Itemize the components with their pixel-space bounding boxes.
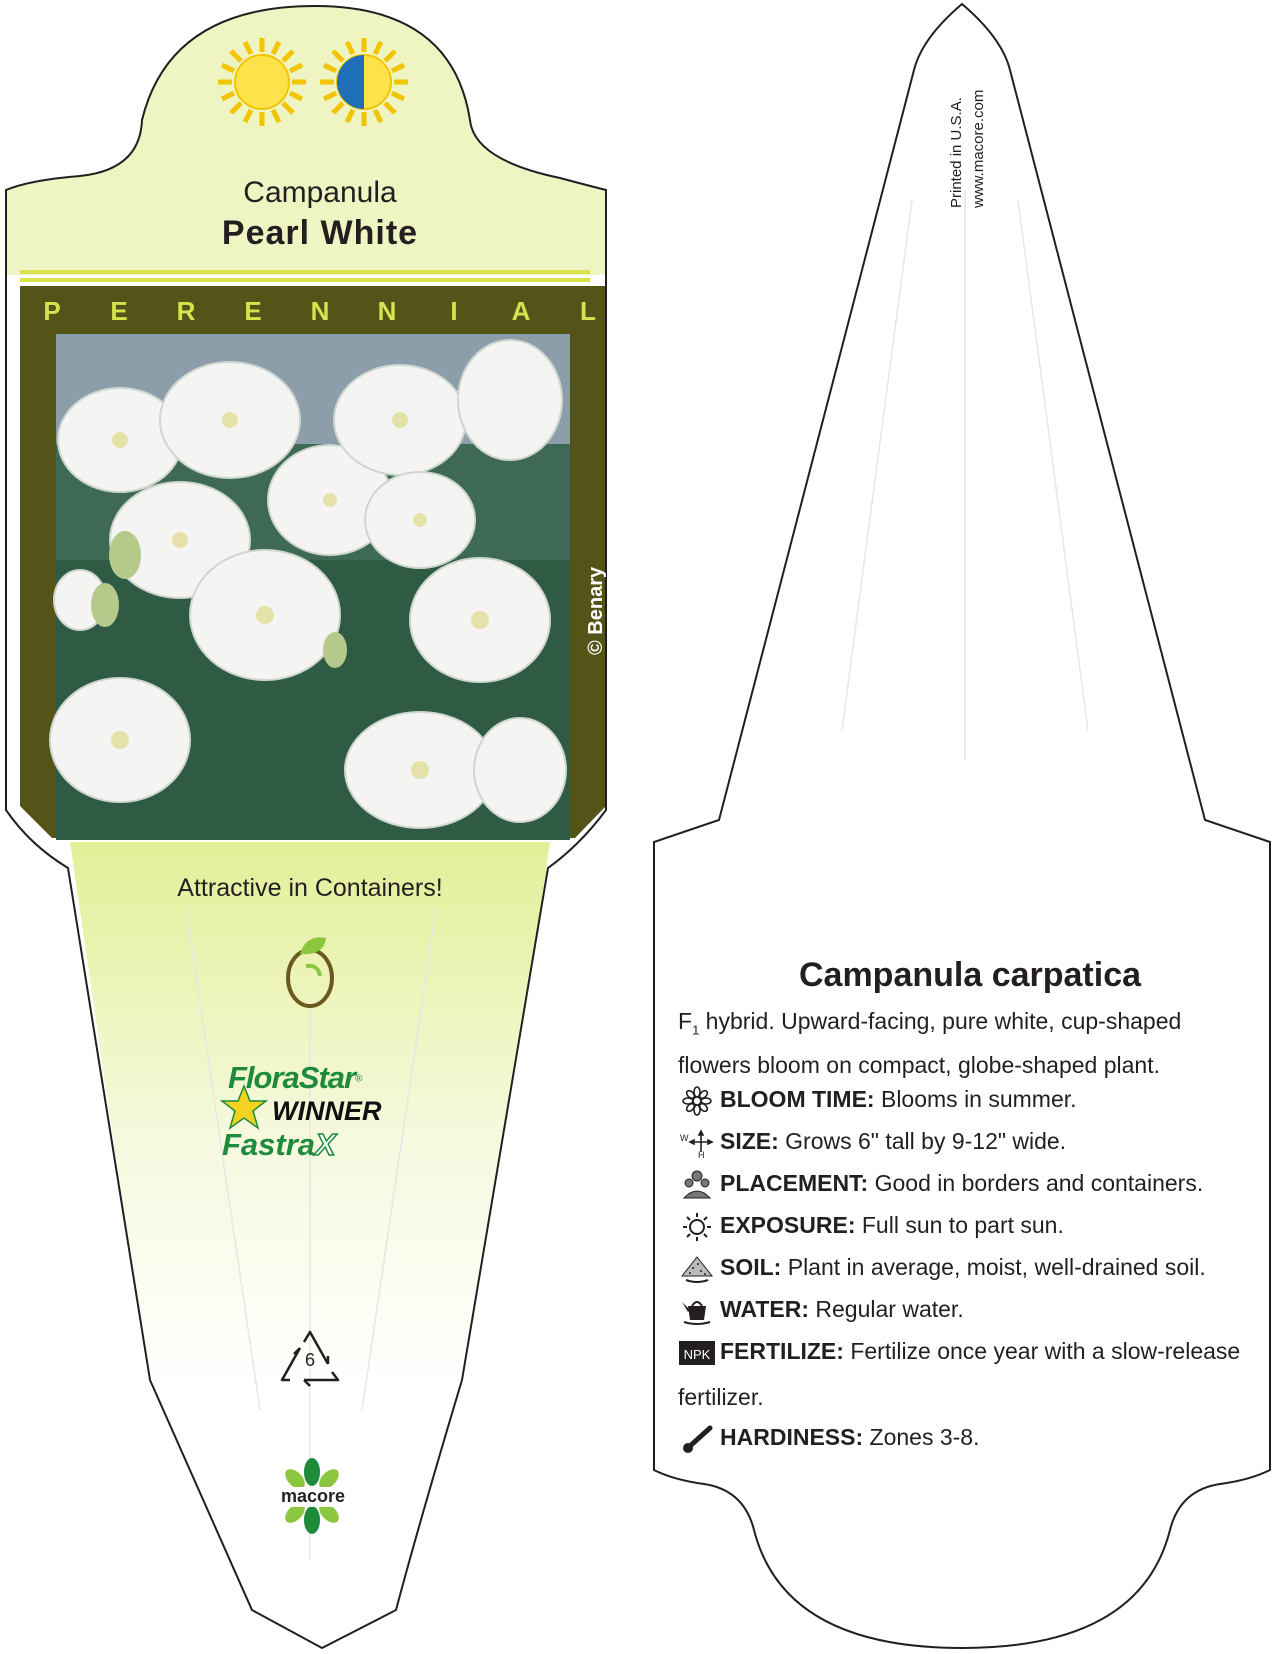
description-text: hybrid. Upward-facing, pure white, cup-shaped flowers bloom on compact, globe-shaped plant. — [678, 1008, 1182, 1078]
award-line3: Fastra — [222, 1127, 316, 1162]
description-prefix: F — [678, 1008, 693, 1034]
fertilize-value: Fertilize once year with a slow-release — [843, 1338, 1241, 1365]
attribute-row-soil — [678, 1254, 1206, 1284]
hardiness-value: Zones 3-8. — [863, 1424, 980, 1451]
size-h-text: H — [698, 1150, 705, 1158]
tagline: Attractive in Containers! — [177, 874, 443, 902]
category-letter: N — [310, 296, 330, 326]
description — [678, 1004, 1238, 1082]
fertilize-label: FERTILIZE: — [720, 1338, 844, 1365]
size-label: SIZE: — [720, 1128, 779, 1155]
size-icon — [678, 1128, 716, 1158]
watering-can-icon — [678, 1296, 716, 1326]
hardiness-label: HARDINESS: — [720, 1424, 864, 1451]
fertilize-continuation: fertilizer. — [678, 1384, 764, 1410]
bloom-icon — [678, 1086, 716, 1116]
species-title: Campanula carpatica — [798, 956, 1142, 994]
size-value: Grows 6" tall by 9-12" wide. — [778, 1128, 1067, 1155]
category-letter: E — [110, 296, 128, 326]
bloom-value: Blooms in summer. — [874, 1086, 1077, 1113]
plant-genus: Campanula — [243, 176, 397, 209]
category-letter: L — [580, 296, 596, 326]
placement-value: Good in borders and containers. — [868, 1170, 1204, 1197]
attribute-row-size — [678, 1128, 1066, 1158]
attribute-row-hardiness — [678, 1424, 979, 1454]
attribute-row-exposure — [678, 1212, 1064, 1242]
size-w-text: W — [680, 1133, 689, 1143]
category-letter: A — [511, 296, 531, 326]
sun-icon — [678, 1212, 716, 1242]
npk-icon — [678, 1338, 716, 1368]
soil-icon — [678, 1254, 716, 1284]
thermometer-icon — [678, 1424, 716, 1454]
printed-in: Printed in U.S.A. — [948, 97, 965, 208]
category-letter: P — [43, 296, 61, 326]
bloom-label: BLOOM TIME: — [720, 1086, 875, 1113]
placement-label: PLACEMENT: — [720, 1170, 869, 1197]
category-letter: E — [244, 296, 262, 326]
exposure-value: Full sun to part sun. — [855, 1212, 1064, 1239]
placement-icon — [678, 1170, 716, 1200]
exposure-label: EXPOSURE: — [720, 1212, 856, 1239]
category-letter: N — [377, 296, 397, 326]
award-line2: WINNER — [272, 1096, 382, 1126]
water-label: WATER: — [720, 1296, 810, 1323]
attribute-row-bloom — [678, 1086, 1077, 1116]
registered-mark: ® — [355, 1073, 363, 1085]
plant-variety: Pearl White — [221, 214, 419, 252]
attribute-row-placement — [678, 1170, 1203, 1200]
soil-label: SOIL: — [720, 1254, 782, 1281]
brand-name: macore — [280, 1486, 346, 1506]
category-letter: R — [176, 296, 196, 326]
photo-credit: © Benary — [585, 566, 607, 655]
description-subscript: 1 — [692, 1022, 700, 1038]
recycle-number: 6 — [304, 1350, 315, 1370]
award-line1: FloraStar — [228, 1060, 356, 1095]
website: www.macore.com — [970, 89, 987, 208]
attribute-row-fertilize — [678, 1338, 1240, 1368]
soil-value: Plant in average, moist, well-drained soil. — [781, 1254, 1206, 1281]
attribute-row-water — [678, 1296, 964, 1326]
water-value: Regular water. — [809, 1296, 964, 1323]
award-line3-x: X — [315, 1127, 336, 1162]
category-letter: I — [450, 296, 458, 326]
npk-text: NPK — [683, 1347, 711, 1362]
